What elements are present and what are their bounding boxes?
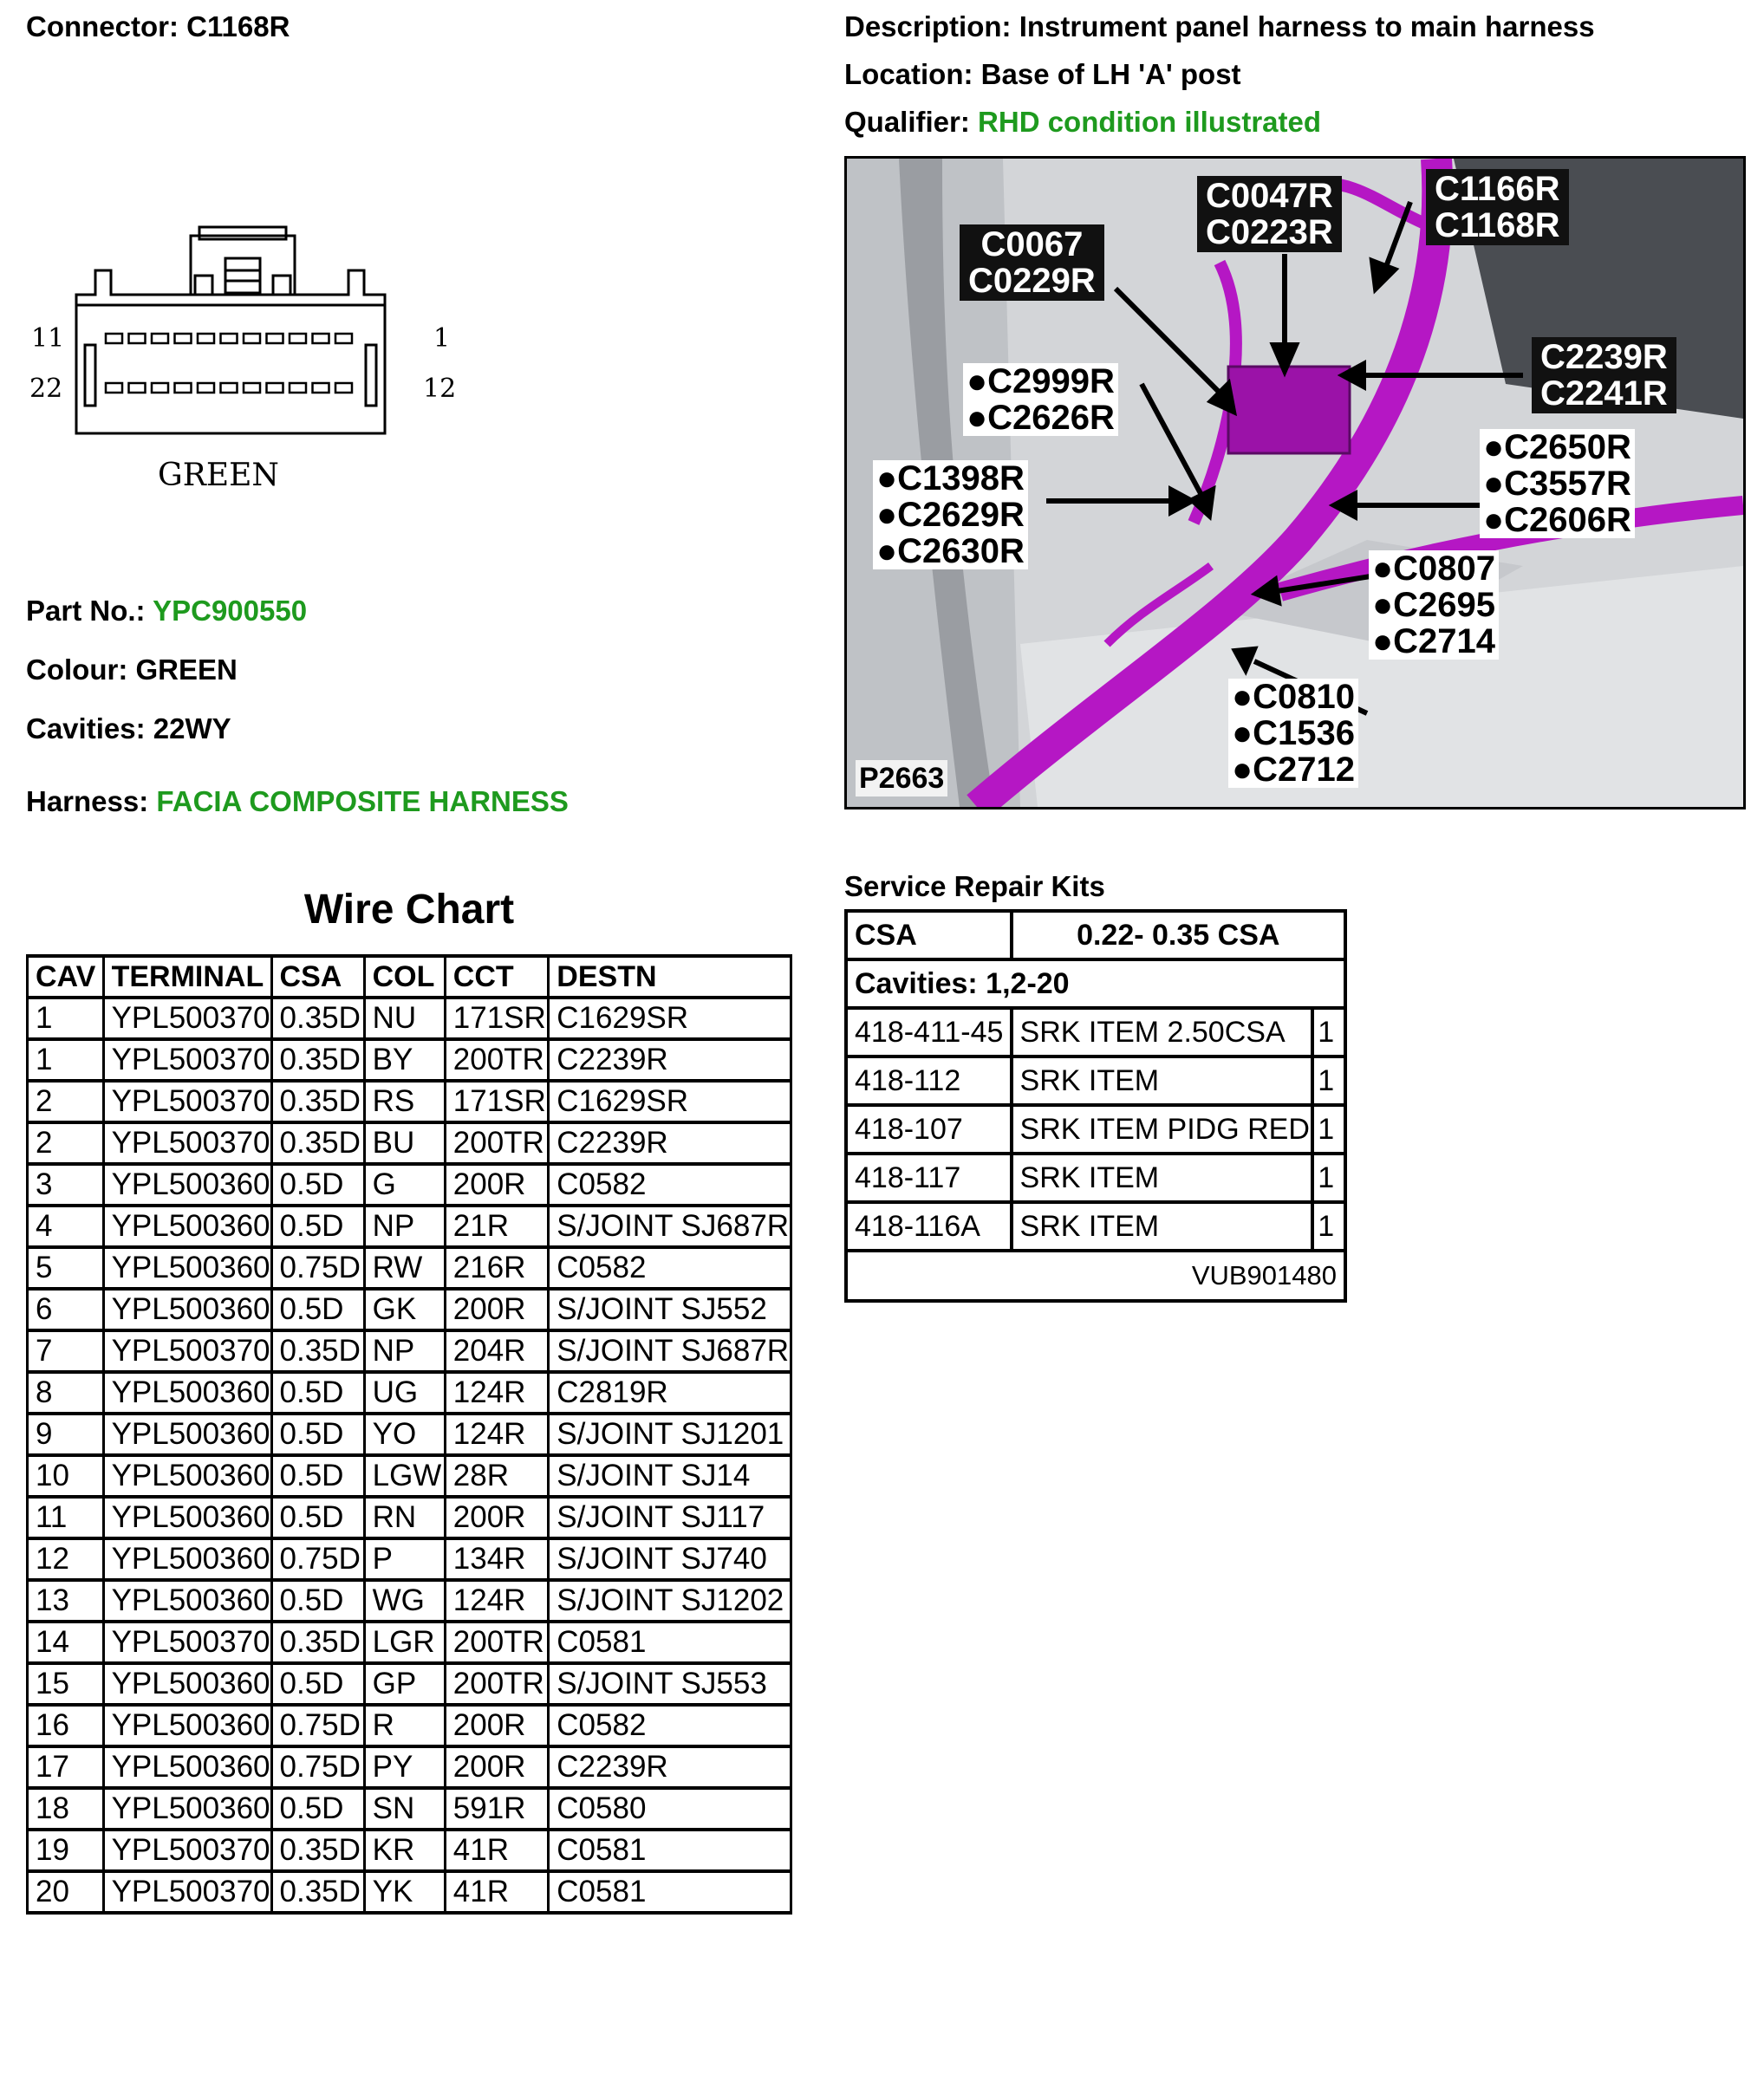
table-cell: S/JOINT SJ687R — [549, 1206, 791, 1247]
srk-cell: 418-107 — [846, 1105, 1012, 1154]
description-value: Instrument panel harness to main harness — [1019, 10, 1595, 42]
table-cell: 0.5D — [271, 1206, 364, 1247]
table-cell: LGW — [364, 1455, 445, 1497]
cavity — [244, 334, 260, 343]
srk-cell: 1 — [1312, 1057, 1345, 1105]
table-cell: 216R — [445, 1247, 549, 1289]
table-cell: C0582 — [549, 1705, 791, 1746]
cavity — [335, 383, 352, 393]
srk-csa-label: CSA — [846, 911, 1012, 959]
table-cell: C0581 — [549, 1830, 791, 1871]
srk-kit-ref-row — [846, 1251, 1345, 1301]
table-cell: 41R — [445, 1830, 549, 1871]
table-cell: YPL500370 — [103, 1830, 271, 1871]
table-cell: WG — [364, 1580, 445, 1622]
cavities-value: 22WY — [153, 712, 231, 744]
table-cell: 41R — [445, 1871, 549, 1913]
cavity — [175, 383, 192, 393]
table-cell: 5 — [28, 1247, 104, 1289]
photo-ref: P2663 — [856, 760, 947, 796]
table-cell: 15 — [28, 1663, 104, 1705]
table-cell: S/JOINT SJ687R — [549, 1330, 791, 1372]
table-cell: 7 — [28, 1330, 104, 1372]
wire-chart-title: Wire Chart — [303, 887, 515, 933]
qualifier-line: Qualifier: RHD condition illustrated — [844, 106, 1322, 138]
table-cell: R — [364, 1705, 445, 1746]
table-cell: YPL500360 — [103, 1705, 271, 1746]
table-cell: YPL500360 — [103, 1788, 271, 1830]
table-cell: C0581 — [549, 1871, 791, 1913]
cavity — [290, 334, 306, 343]
srk-item-row — [846, 1008, 1345, 1057]
table-cell: YPL500360 — [103, 1206, 271, 1247]
cavity — [152, 334, 168, 343]
table-cell: YPL500360 — [103, 1164, 271, 1206]
table-cell: 0.5D — [271, 1372, 364, 1414]
connector-id: C1168R — [186, 10, 290, 42]
table-cell: 0.35D — [271, 1039, 364, 1081]
colour-value: GREEN — [135, 653, 238, 686]
table-row — [28, 1247, 791, 1289]
srk-cell: SRK ITEM 2.50CSA — [1012, 1008, 1313, 1057]
table-cell: YPL500360 — [103, 1414, 271, 1455]
table-cell: 19 — [28, 1830, 104, 1871]
srk-cell: 418-112 — [846, 1057, 1012, 1105]
table-cell: C2239R — [549, 1122, 791, 1164]
table-cell: S/JOINT SJ117 — [549, 1497, 791, 1538]
table-cell: YPL500360 — [103, 1538, 271, 1580]
srk-cell: 418-411-45 — [846, 1008, 1012, 1057]
cavity — [198, 383, 214, 393]
table-cell: GK — [364, 1289, 445, 1330]
srk-cell: SRK ITEM — [1012, 1154, 1313, 1202]
table-cell: 21R — [445, 1206, 549, 1247]
table-cell: 9 — [28, 1414, 104, 1455]
table-cell: 14 — [28, 1622, 104, 1663]
table-cell: 134R — [445, 1538, 549, 1580]
wire-chart-header-cell: COL — [364, 956, 445, 998]
table-cell: C0582 — [549, 1247, 791, 1289]
table-cell: 10 — [28, 1455, 104, 1497]
label-c2650r: ●C2650R ●C3557R ●C2606R — [1480, 429, 1635, 538]
srk-title: Service Repair Kits — [844, 870, 1105, 902]
location-photo — [844, 156, 1746, 809]
part-number-line: Part No.: YPC900550 — [26, 595, 308, 627]
table-cell: C0580 — [549, 1788, 791, 1830]
table-row — [28, 1330, 791, 1372]
table-cell: BU — [364, 1122, 445, 1164]
table-row — [28, 1663, 791, 1705]
cavity — [221, 334, 238, 343]
table-cell: 0.75D — [271, 1746, 364, 1788]
srk-cell: 1 — [1312, 1105, 1345, 1154]
wire-chart-header-cell: CCT — [445, 956, 549, 998]
label-c0810: ●C0810 ●C1536 ●C2712 — [1228, 679, 1358, 788]
table-cell: 0.5D — [271, 1663, 364, 1705]
srk-item-row — [846, 1057, 1345, 1105]
table-cell: 0.75D — [271, 1247, 364, 1289]
table-row — [28, 1830, 791, 1871]
table-cell: LGR — [364, 1622, 445, 1663]
table-cell: S/JOINT SJ14 — [549, 1455, 791, 1497]
cavity — [129, 383, 146, 393]
wire-chart-header-cell: CAV — [28, 956, 104, 998]
table-row — [28, 1289, 791, 1330]
srk-item-row — [846, 1202, 1345, 1251]
harness-line: Harness: FACIA COMPOSITE HARNESS — [26, 785, 569, 817]
table-cell: 17 — [28, 1746, 104, 1788]
table-cell: C1629SR — [549, 998, 791, 1039]
wire-chart-table — [26, 954, 792, 1915]
label-c2239r: C2239R C2241R — [1532, 337, 1676, 413]
table-row — [28, 1039, 791, 1081]
cavity — [198, 334, 214, 343]
table-cell: 0.5D — [271, 1414, 364, 1455]
table-cell: YPL500360 — [103, 1455, 271, 1497]
connector-latch — [191, 236, 295, 295]
table-cell: 18 — [28, 1788, 104, 1830]
table-cell: 124R — [445, 1414, 549, 1455]
table-cell: C0581 — [549, 1622, 791, 1663]
wire-chart-header-cell: TERMINAL — [103, 956, 271, 998]
harness-value: FACIA COMPOSITE HARNESS — [156, 785, 569, 817]
cavity — [335, 334, 352, 343]
table-cell: 200R — [445, 1705, 549, 1746]
table-cell: 0.35D — [271, 1330, 364, 1372]
srk-cell: 1 — [1312, 1202, 1345, 1251]
cavity — [129, 334, 146, 343]
table-row — [28, 1164, 791, 1206]
cavity — [267, 334, 283, 343]
table-row — [28, 1538, 791, 1580]
table-cell: YPL500370 — [103, 1330, 271, 1372]
table-cell: 0.75D — [271, 1705, 364, 1746]
table-cell: 2 — [28, 1122, 104, 1164]
label-c1398r: ●C1398R ●C2629R ●C2630R — [873, 460, 1028, 569]
table-row — [28, 1746, 791, 1788]
table-row — [28, 1372, 791, 1414]
label-c0047r: C0047R C0223R — [1197, 176, 1342, 252]
table-cell: NU — [364, 998, 445, 1039]
table-cell: YPL500360 — [103, 1372, 271, 1414]
cavity — [290, 383, 306, 393]
table-cell: C2239R — [549, 1746, 791, 1788]
table-cell: YPL500360 — [103, 1497, 271, 1538]
table-cell: 200R — [445, 1746, 549, 1788]
table-cell: YPL500370 — [103, 1039, 271, 1081]
table-cell: 0.75D — [271, 1538, 364, 1580]
cavity — [313, 383, 329, 393]
cavity — [244, 383, 260, 393]
srk-cell: 418-116A — [846, 1202, 1012, 1251]
table-row — [28, 1705, 791, 1746]
location-line: Location: Base of LH 'A' post — [844, 58, 1241, 90]
srk-item-row — [846, 1105, 1345, 1154]
table-cell: YPL500360 — [103, 1746, 271, 1788]
table-cell: 2 — [28, 1081, 104, 1122]
table-cell: 0.35D — [271, 998, 364, 1039]
wire-chart-header-cell: DESTN — [549, 956, 791, 998]
connector-body — [76, 270, 385, 433]
table-cell: 591R — [445, 1788, 549, 1830]
srk-cell: 1 — [1312, 1008, 1345, 1057]
srk-cell: SRK ITEM — [1012, 1057, 1313, 1105]
table-cell: P — [364, 1538, 445, 1580]
table-row — [28, 1788, 791, 1830]
table-cell: GP — [364, 1663, 445, 1705]
cavity — [106, 383, 122, 393]
table-cell: YPL500370 — [103, 1871, 271, 1913]
srk-cell: 418-117 — [846, 1154, 1012, 1202]
table-cell: YO — [364, 1414, 445, 1455]
table-cell: 0.35D — [271, 1830, 364, 1871]
table-cell: 1 — [28, 1039, 104, 1081]
table-cell: YPL500370 — [103, 998, 271, 1039]
label-c1166r: C1166R C1168R — [1426, 169, 1569, 245]
table-cell: 200TR — [445, 1622, 549, 1663]
cavity — [313, 334, 329, 343]
label-c0067: C0067 C0229R — [960, 224, 1104, 301]
wire-chart-header-row — [28, 956, 791, 998]
qualifier-value: RHD condition illustrated — [978, 106, 1322, 138]
table-cell: YPL500360 — [103, 1580, 271, 1622]
table-cell: YPL500370 — [103, 1081, 271, 1122]
table-cell: 8 — [28, 1372, 104, 1414]
table-cell: 0.35D — [271, 1081, 364, 1122]
table-cell: G — [364, 1164, 445, 1206]
cavity — [221, 383, 238, 393]
srk-csa-value: 0.22- 0.35 CSA — [1012, 911, 1345, 959]
table-cell: 16 — [28, 1705, 104, 1746]
table-cell: S/JOINT SJ1201 — [549, 1414, 791, 1455]
location-value: Base of LH 'A' post — [980, 58, 1241, 90]
table-cell: 12 — [28, 1538, 104, 1580]
table-cell: 200TR — [445, 1039, 549, 1081]
table-cell: NP — [364, 1330, 445, 1372]
table-cell: YPL500360 — [103, 1247, 271, 1289]
table-cell: 1 — [28, 998, 104, 1039]
table-cell: RN — [364, 1497, 445, 1538]
table-cell: BY — [364, 1039, 445, 1081]
table-cell: 0.5D — [271, 1580, 364, 1622]
table-cell: S/JOINT SJ1202 — [549, 1580, 791, 1622]
table-cell: S/JOINT SJ552 — [549, 1289, 791, 1330]
table-row — [28, 1081, 791, 1122]
table-cell: RS — [364, 1081, 445, 1122]
table-cell: 200R — [445, 1289, 549, 1330]
table-cell: YPL500360 — [103, 1663, 271, 1705]
pin-label-bottom-left: 22 — [29, 374, 63, 404]
table-cell: 200TR — [445, 1663, 549, 1705]
colour-line: Colour: GREEN — [26, 653, 238, 686]
table-row — [28, 998, 791, 1039]
srk-cell: SRK ITEM PIDG RED — [1012, 1105, 1313, 1154]
table-row — [28, 1455, 791, 1497]
connector-line: Connector: C1168R — [26, 10, 290, 42]
table-cell: C0582 — [549, 1164, 791, 1206]
table-cell: 0.35D — [271, 1122, 364, 1164]
pin-label-top-left: 11 — [31, 323, 65, 354]
table-cell: 200TR — [445, 1122, 549, 1164]
table-cell: 124R — [445, 1580, 549, 1622]
table-cell: 11 — [28, 1497, 104, 1538]
table-cell: YPL500370 — [103, 1622, 271, 1663]
table-cell: 0.5D — [271, 1289, 364, 1330]
table-cell: 0.5D — [271, 1455, 364, 1497]
connector-face-drawing — [26, 225, 477, 503]
table-cell: C1629SR — [549, 1081, 791, 1122]
table-cell: 204R — [445, 1330, 549, 1372]
table-cell: YK — [364, 1871, 445, 1913]
table-cell: 171SR — [445, 998, 549, 1039]
table-cell: C2239R — [549, 1039, 791, 1081]
srk-item-row — [846, 1154, 1345, 1202]
table-cell: 0.5D — [271, 1788, 364, 1830]
table-cell: YPL500360 — [103, 1289, 271, 1330]
table-cell: 4 — [28, 1206, 104, 1247]
table-row — [28, 1580, 791, 1622]
table-row — [28, 1122, 791, 1164]
connector-colour-label: GREEN — [158, 458, 279, 493]
cavity — [106, 334, 122, 343]
table-cell: SN — [364, 1788, 445, 1830]
table-cell: 200R — [445, 1164, 549, 1206]
table-cell: S/JOINT SJ740 — [549, 1538, 791, 1580]
table-cell: KR — [364, 1830, 445, 1871]
table-cell: 13 — [28, 1580, 104, 1622]
wire-chart-header-cell: CSA — [271, 956, 364, 998]
table-row — [28, 1622, 791, 1663]
table-cell: 0.5D — [271, 1164, 364, 1206]
table-cell: 0.35D — [271, 1622, 364, 1663]
label-c0807: ●C0807 ●C2695 ●C2714 — [1369, 550, 1499, 660]
table-cell: 171SR — [445, 1081, 549, 1122]
table-row — [28, 1414, 791, 1455]
srk-cell: 1 — [1312, 1154, 1345, 1202]
table-row — [28, 1206, 791, 1247]
connector-block — [1228, 367, 1350, 453]
description-line: Description: Instrument panel harness to main harness — [844, 10, 1595, 42]
table-cell: 0.35D — [271, 1871, 364, 1913]
pin-label-bottom-right: 12 — [423, 374, 457, 404]
table-cell: YPL500370 — [103, 1122, 271, 1164]
table-cell: 6 — [28, 1289, 104, 1330]
srk-csa-row — [846, 911, 1345, 959]
cavities-line: Cavities: 22WY — [26, 712, 231, 744]
srk-kit-ref: VUB901480 — [846, 1251, 1345, 1301]
cavity-grid — [106, 334, 352, 393]
part-number: YPC900550 — [153, 595, 308, 627]
srk-cavities: Cavities: 1,2-20 — [846, 959, 1345, 1008]
table-cell: 3 — [28, 1164, 104, 1206]
cavity — [175, 334, 192, 343]
srk-table — [844, 909, 1347, 1303]
table-cell: UG — [364, 1372, 445, 1414]
table-cell: S/JOINT SJ553 — [549, 1663, 791, 1705]
cavity — [267, 383, 283, 393]
srk-cell: SRK ITEM — [1012, 1202, 1313, 1251]
table-row — [28, 1871, 791, 1913]
table-cell: RW — [364, 1247, 445, 1289]
table-cell: 20 — [28, 1871, 104, 1913]
cavity — [152, 383, 168, 393]
table-row — [28, 1497, 791, 1538]
table-cell: NP — [364, 1206, 445, 1247]
srk-cavities-row — [846, 959, 1345, 1008]
table-cell: 0.5D — [271, 1497, 364, 1538]
table-cell: PY — [364, 1746, 445, 1788]
pin-label-top-right: 1 — [433, 323, 451, 354]
table-cell: 124R — [445, 1372, 549, 1414]
label-c2999r: ●C2999R ●C2626R — [963, 363, 1118, 436]
table-cell: C2819R — [549, 1372, 791, 1414]
table-cell: 28R — [445, 1455, 549, 1497]
table-cell: 200R — [445, 1497, 549, 1538]
